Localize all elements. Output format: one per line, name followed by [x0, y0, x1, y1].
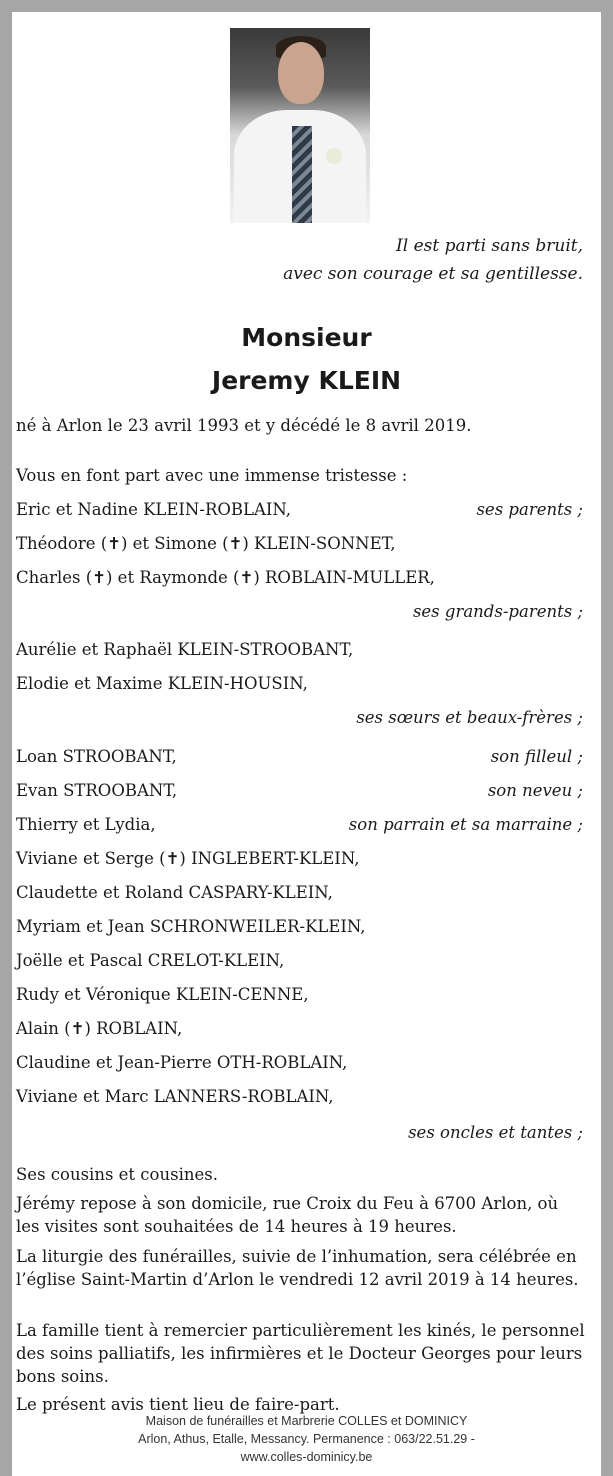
family-row	[16, 815, 583, 834]
quote-line-1: Il est parti sans bruit,	[396, 236, 583, 256]
birth-death-line: né à Arlon le 23 avril 1993 et y décédé le 8 avril 2019.	[16, 416, 472, 435]
family-row	[16, 1019, 583, 1038]
family-names: Elodie et Maxime KLEIN-HOUSIN,	[16, 674, 308, 693]
family-row	[16, 917, 583, 936]
family-role: ses oncles et tantes ;	[408, 1123, 583, 1142]
footer-website: www.colles-dominicy.be	[240, 1450, 373, 1464]
paragraph-thanks: La famille tient à remercier particulièrement les kinés, le personnel des soins palliatifs, les infirmières et le Docteur Georges pour leurs bons soins.	[16, 1321, 585, 1386]
epitaph-quote	[283, 232, 583, 288]
family-names: Eric et Nadine KLEIN-ROBLAIN,	[16, 500, 292, 519]
obituary-notice	[12, 12, 601, 1476]
family-row	[16, 781, 583, 800]
family-names: Aurélie et Raphaël KLEIN-STROOBANT,	[16, 640, 354, 659]
intro-line: Vous en font part avec une immense tristesse :	[16, 466, 408, 485]
family-row	[16, 1053, 583, 1072]
family-row	[16, 500, 583, 519]
family-row	[16, 640, 583, 659]
family-role: son parrain et sa marraine ;	[348, 815, 583, 834]
paragraph-funeral: La liturgie des funérailles, suivie de l’inhumation, sera célébrée en l’église Saint-Martin d’Arlon le vendredi 12 avril 2019 à 14 heures.	[16, 1247, 579, 1289]
honorific-title: Monsieur	[241, 323, 372, 352]
portrait-photo	[230, 28, 370, 223]
family-names: Thierry et Lydia,	[16, 815, 156, 834]
deceased-name: Jeremy KLEIN	[211, 366, 402, 395]
family-names: Myriam et Jean SCHRONWEILER-KLEIN,	[16, 917, 366, 936]
paragraph-notice: Le présent avis tient lieu de faire-part.	[16, 1395, 340, 1414]
funeral-home-footer	[12, 1412, 601, 1466]
family-role: ses grands-parents ;	[412, 602, 583, 621]
paragraph-visitation: Jérémy repose à son domicile, rue Croix du Feu à 6700 Arlon, où les visites sont souhaitées de 14 heures à 19 heures.	[16, 1194, 559, 1236]
family-names: Charles (✝) et Raymonde (✝) ROBLAIN-MULLER,	[16, 568, 435, 587]
family-row	[16, 883, 583, 902]
family-role: ses sœurs et beaux-frères ;	[356, 708, 583, 727]
family-row	[16, 674, 583, 693]
family-row	[16, 534, 583, 553]
footer-line-2: Arlon, Athus, Etalle, Messancy. Permanence : 063/22.51.29 -	[138, 1432, 475, 1446]
family-row	[16, 985, 583, 1004]
family-names: Viviane et Serge (✝) INGLEBERT-KLEIN,	[16, 849, 360, 868]
family-names: Claudine et Jean-Pierre OTH-ROBLAIN,	[16, 1053, 348, 1072]
family-names: Alain (✝) ROBLAIN,	[16, 1019, 183, 1038]
family-row	[16, 568, 583, 587]
paragraph-cousins: Ses cousins et cousines.	[16, 1165, 218, 1184]
footer-line-1: Maison de funérailles et Marbrerie COLLES et DOMINICY	[145, 1414, 468, 1428]
family-row	[16, 747, 583, 766]
family-role: son filleul ;	[490, 747, 583, 766]
family-row	[16, 1087, 583, 1106]
family-row	[16, 849, 583, 868]
family-names: Viviane et Marc LANNERS-ROBLAIN,	[16, 1087, 334, 1106]
family-role: son neveu ;	[487, 781, 583, 800]
family-names: Théodore (✝) et Simone (✝) KLEIN-SONNET,	[16, 534, 396, 553]
family-names: Rudy et Véronique KLEIN-CENNE,	[16, 985, 309, 1004]
quote-line-2: avec son courage et sa gentillesse.	[283, 264, 583, 284]
family-row	[16, 951, 583, 970]
family-role: ses parents ;	[476, 500, 583, 519]
family-names: Claudette et Roland CASPARY-KLEIN,	[16, 883, 333, 902]
family-names: Loan STROOBANT,	[16, 747, 177, 766]
family-names: Evan STROOBANT,	[16, 781, 178, 800]
family-names: Joëlle et Pascal CRELOT-KLEIN,	[16, 951, 285, 970]
